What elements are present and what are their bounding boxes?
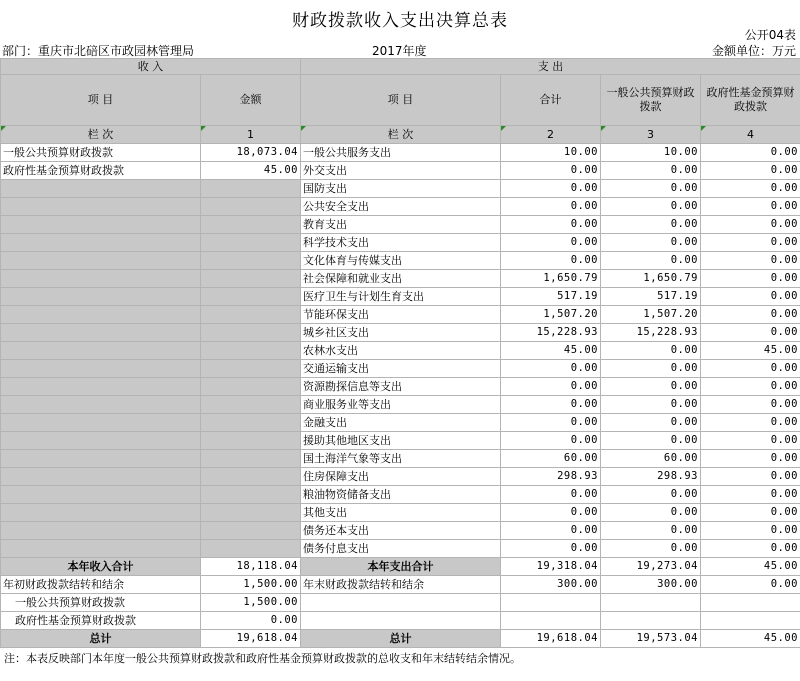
table-row: [1, 396, 800, 414]
year-expense-fund: 45.00: [701, 558, 800, 576]
end-balance-fund: 0.00: [701, 576, 800, 594]
general-budget-cell: 10.00: [601, 144, 701, 162]
expense-total-cell: 0.00: [501, 486, 601, 504]
expense-item-cell: 文化体育与传媒支出: [301, 252, 501, 270]
col-number-4: 4: [701, 126, 800, 144]
grand-expense-general: 19,573.04: [601, 630, 701, 648]
gov-fund-cell: 0.00: [701, 144, 800, 162]
expense-total-cell: 0.00: [501, 162, 601, 180]
income-item-cell: [1, 216, 201, 234]
gov-fund-cell: 0.00: [701, 288, 800, 306]
general-budget-cell: 1,650.79: [601, 270, 701, 288]
income-amount-cell: 18,073.04: [201, 144, 301, 162]
grand-income-label: 总计: [1, 630, 201, 648]
table-row: [1, 522, 800, 540]
general-budget-cell: 1,507.20: [601, 306, 701, 324]
table-row: [1, 486, 800, 504]
begin-general-amount: 1,500.00: [201, 594, 301, 612]
expense-item-cell: 资源勘探信息等支出: [301, 378, 501, 396]
expense-total-cell: 0.00: [501, 414, 601, 432]
income-amount-header: 金额: [201, 75, 301, 126]
expense-total-cell: 0.00: [501, 216, 601, 234]
expense-item-cell: 其他支出: [301, 504, 501, 522]
grand-total-row: [1, 630, 800, 648]
income-item-cell: [1, 360, 201, 378]
income-item-cell: [1, 306, 201, 324]
income-amount-cell: [201, 198, 301, 216]
year-expense-label: 本年支出合计: [301, 558, 501, 576]
table-row: [1, 234, 800, 252]
income-amount-cell: [201, 378, 301, 396]
table-body: [1, 144, 800, 558]
general-budget-cell: 0.00: [601, 162, 701, 180]
income-amount-cell: [201, 324, 301, 342]
expense-lanci-label: 栏 次: [301, 126, 501, 144]
gov-fund-cell: 0.00: [701, 414, 800, 432]
end-balance-total: 300.00: [501, 576, 601, 594]
income-item-cell: [1, 540, 201, 558]
general-budget-cell: 0.00: [601, 342, 701, 360]
expense-total-cell: 0.00: [501, 540, 601, 558]
income-amount-cell: [201, 540, 301, 558]
expense-item-cell: 粮油物资储备支出: [301, 486, 501, 504]
expense-item-cell: 农林水支出: [301, 342, 501, 360]
table-row: [1, 450, 800, 468]
form-number: 公开04表: [744, 28, 796, 42]
gov-fund-cell: 0.00: [701, 450, 800, 468]
table-row: [1, 360, 800, 378]
table-row: [1, 414, 800, 432]
income-amount-cell: [201, 450, 301, 468]
expense-section-header: 支 出: [301, 59, 800, 75]
general-budget-cell: 0.00: [601, 414, 701, 432]
expense-item-cell: 公共安全支出: [301, 198, 501, 216]
table-row: [1, 162, 800, 180]
table-row: [1, 504, 800, 522]
general-budget-cell: 60.00: [601, 450, 701, 468]
expense-item-cell: 债务付息支出: [301, 540, 501, 558]
table-row: [1, 216, 800, 234]
expense-total-cell: 1,650.79: [501, 270, 601, 288]
year-income-label: 本年收入合计: [1, 558, 201, 576]
income-item-cell: [1, 522, 201, 540]
gov-fund-cell: 0.00: [701, 180, 800, 198]
empty-cell: [701, 612, 800, 630]
col-number-2: 2: [501, 126, 601, 144]
gov-fund-cell: 0.00: [701, 360, 800, 378]
income-item-cell: [1, 450, 201, 468]
table-row: [1, 288, 800, 306]
income-item-cell: [1, 270, 201, 288]
general-budget-cell: 0.00: [601, 216, 701, 234]
income-amount-cell: [201, 414, 301, 432]
expense-total-cell: 0.00: [501, 180, 601, 198]
col-number-3: 3: [601, 126, 701, 144]
table-row: [1, 468, 800, 486]
expense-total-cell: 517.19: [501, 288, 601, 306]
income-item-cell: 政府性基金预算财政拨款: [1, 162, 201, 180]
gov-fund-cell: 0.00: [701, 234, 800, 252]
expense-item-cell: 社会保障和就业支出: [301, 270, 501, 288]
gov-fund-cell: 0.00: [701, 216, 800, 234]
begin-fund-row: [1, 612, 800, 630]
general-budget-header: 一般公共预算财政拨款: [601, 75, 701, 126]
begin-general-row: [1, 594, 800, 612]
expense-item-cell: 援助其他地区支出: [301, 432, 501, 450]
expense-total-cell: 0.00: [501, 234, 601, 252]
currency-unit: 金额单位：万元: [711, 44, 796, 58]
general-budget-cell: 0.00: [601, 252, 701, 270]
table-row: [1, 198, 800, 216]
income-amount-cell: [201, 486, 301, 504]
income-amount-cell: [201, 468, 301, 486]
general-budget-cell: 0.00: [601, 396, 701, 414]
income-item-cell: [1, 414, 201, 432]
general-budget-cell: 0.00: [601, 432, 701, 450]
table-row: [1, 342, 800, 360]
grand-expense-label: 总计: [301, 630, 501, 648]
carryover-row: [1, 576, 800, 594]
income-item-header: 项 目: [1, 75, 201, 126]
gov-fund-cell: 0.00: [701, 486, 800, 504]
general-budget-cell: 0.00: [601, 486, 701, 504]
income-amount-cell: [201, 504, 301, 522]
gov-fund-cell: 0.00: [701, 522, 800, 540]
begin-balance-label: 年初财政拨款结转和结余: [1, 576, 201, 594]
expense-total-cell: 45.00: [501, 342, 601, 360]
year-expense-total: 19,318.04: [501, 558, 601, 576]
expense-item-cell: 商业服务业等支出: [301, 396, 501, 414]
gov-fund-cell: 0.00: [701, 378, 800, 396]
expense-item-cell: 金融支出: [301, 414, 501, 432]
income-amount-cell: [201, 216, 301, 234]
empty-cell: [301, 594, 501, 612]
income-amount-cell: [201, 396, 301, 414]
general-budget-cell: 517.19: [601, 288, 701, 306]
gov-fund-cell: 0.00: [701, 270, 800, 288]
expense-total-cell: 0.00: [501, 360, 601, 378]
expense-total-cell: 0.00: [501, 198, 601, 216]
expense-item-cell: 医疗卫生与计划生育支出: [301, 288, 501, 306]
general-budget-cell: 0.00: [601, 540, 701, 558]
general-budget-cell: 0.00: [601, 234, 701, 252]
income-amount-cell: [201, 306, 301, 324]
income-item-cell: [1, 324, 201, 342]
expense-item-cell: 债务还本支出: [301, 522, 501, 540]
year-expense-general: 19,273.04: [601, 558, 701, 576]
gov-fund-cell: 0.00: [701, 324, 800, 342]
general-budget-cell: 0.00: [601, 378, 701, 396]
gov-fund-cell: 0.00: [701, 468, 800, 486]
income-item-cell: [1, 504, 201, 522]
begin-general-label: 一般公共预算财政拨款: [1, 594, 201, 612]
income-item-cell: [1, 234, 201, 252]
general-budget-cell: 0.00: [601, 504, 701, 522]
begin-fund-label: 政府性基金预算财政拨款: [1, 612, 201, 630]
expense-total-cell: 0.00: [501, 522, 601, 540]
income-amount-cell: [201, 180, 301, 198]
expense-item-cell: 教育支出: [301, 216, 501, 234]
expense-item-cell: 交通运输支出: [301, 360, 501, 378]
fiscal-year: 2017年度: [372, 44, 427, 58]
expense-item-cell: 住房保障支出: [301, 468, 501, 486]
grand-expense-fund: 45.00: [701, 630, 800, 648]
empty-cell: [501, 612, 601, 630]
expense-total-cell: 0.00: [501, 432, 601, 450]
begin-fund-amount: 0.00: [201, 612, 301, 630]
income-item-cell: [1, 252, 201, 270]
expense-item-cell: 一般公共服务支出: [301, 144, 501, 162]
gov-fund-cell: 0.00: [701, 162, 800, 180]
report-title: 财政拨款收入支出决算总表: [292, 11, 508, 31]
income-item-cell: [1, 198, 201, 216]
empty-cell: [601, 594, 701, 612]
income-item-cell: [1, 342, 201, 360]
expense-total-cell: 15,228.93: [501, 324, 601, 342]
general-budget-cell: 0.00: [601, 180, 701, 198]
income-amount-cell: [201, 432, 301, 450]
empty-cell: [501, 594, 601, 612]
gov-fund-cell: 45.00: [701, 342, 800, 360]
expense-total-cell: 60.00: [501, 450, 601, 468]
expense-item-header: 项 目: [301, 75, 501, 126]
end-balance-general: 300.00: [601, 576, 701, 594]
general-budget-cell: 0.00: [601, 360, 701, 378]
expense-item-cell: 外交支出: [301, 162, 501, 180]
income-item-cell: [1, 468, 201, 486]
begin-balance-amount: 1,500.00: [201, 576, 301, 594]
gov-fund-cell: 0.00: [701, 540, 800, 558]
end-balance-label: 年末财政拨款结转和结余: [301, 576, 501, 594]
income-item-cell: [1, 396, 201, 414]
income-amount-cell: [201, 234, 301, 252]
gov-fund-cell: 0.00: [701, 504, 800, 522]
expense-item-cell: 节能环保支出: [301, 306, 501, 324]
table-row: [1, 378, 800, 396]
gov-fund-cell: 0.00: [701, 252, 800, 270]
income-amount-cell: [201, 522, 301, 540]
expense-total-cell: 0.00: [501, 378, 601, 396]
budget-summary-table: [0, 58, 800, 648]
expense-total-cell: 0.00: [501, 396, 601, 414]
income-amount-cell: [201, 270, 301, 288]
general-budget-cell: 298.93: [601, 468, 701, 486]
table-row: [1, 270, 800, 288]
gov-fund-header: 政府性基金预算财政拨款: [701, 75, 800, 126]
income-amount-cell: [201, 360, 301, 378]
table-row: [1, 180, 800, 198]
income-amount-cell: 45.00: [201, 162, 301, 180]
income-amount-cell: [201, 288, 301, 306]
general-budget-cell: 0.00: [601, 522, 701, 540]
expense-item-cell: 国土海洋气象等支出: [301, 450, 501, 468]
gov-fund-cell: 0.00: [701, 432, 800, 450]
income-item-cell: [1, 432, 201, 450]
table-row: [1, 144, 800, 162]
income-item-cell: [1, 486, 201, 504]
income-item-cell: [1, 378, 201, 396]
income-amount-cell: [201, 252, 301, 270]
expense-item-cell: 城乡社区支出: [301, 324, 501, 342]
table-row: [1, 252, 800, 270]
income-item-cell: 一般公共预算财政拨款: [1, 144, 201, 162]
gov-fund-cell: 0.00: [701, 306, 800, 324]
table-row: [1, 432, 800, 450]
expense-item-cell: 科学技术支出: [301, 234, 501, 252]
income-item-cell: [1, 288, 201, 306]
empty-cell: [301, 612, 501, 630]
general-budget-cell: 15,228.93: [601, 324, 701, 342]
expense-total-header: 合计: [501, 75, 601, 126]
year-income-amount: 18,118.04: [201, 558, 301, 576]
expense-total-cell: 298.93: [501, 468, 601, 486]
income-lanci-label: 栏 次: [1, 126, 201, 144]
gov-fund-cell: 0.00: [701, 396, 800, 414]
expense-total-cell: 10.00: [501, 144, 601, 162]
expense-total-cell: 0.00: [501, 252, 601, 270]
empty-cell: [601, 612, 701, 630]
grand-income-amount: 19,618.04: [201, 630, 301, 648]
empty-cell: [701, 594, 800, 612]
col-number-1: 1: [201, 126, 301, 144]
gov-fund-cell: 0.00: [701, 198, 800, 216]
footnote: 注：本表反映部门本年度一般公共预算财政拨款和政府性基金预算财政拨款的总收支和年末结转结余情况。: [4, 652, 521, 665]
income-item-cell: [1, 180, 201, 198]
table-row: [1, 540, 800, 558]
grand-expense-total: 19,618.04: [501, 630, 601, 648]
year-total-row: [1, 558, 800, 576]
table-summary: [1, 558, 800, 648]
table-row: [1, 306, 800, 324]
expense-total-cell: 1,507.20: [501, 306, 601, 324]
table-row: [1, 324, 800, 342]
report-meta: [2, 42, 798, 56]
general-budget-cell: 0.00: [601, 198, 701, 216]
income-amount-cell: [201, 342, 301, 360]
expense-item-cell: 国防支出: [301, 180, 501, 198]
department-label: 部门：重庆市北碚区市政园林管理局: [2, 44, 195, 58]
income-section-header: 收 入: [1, 59, 301, 75]
expense-total-cell: 0.00: [501, 504, 601, 522]
